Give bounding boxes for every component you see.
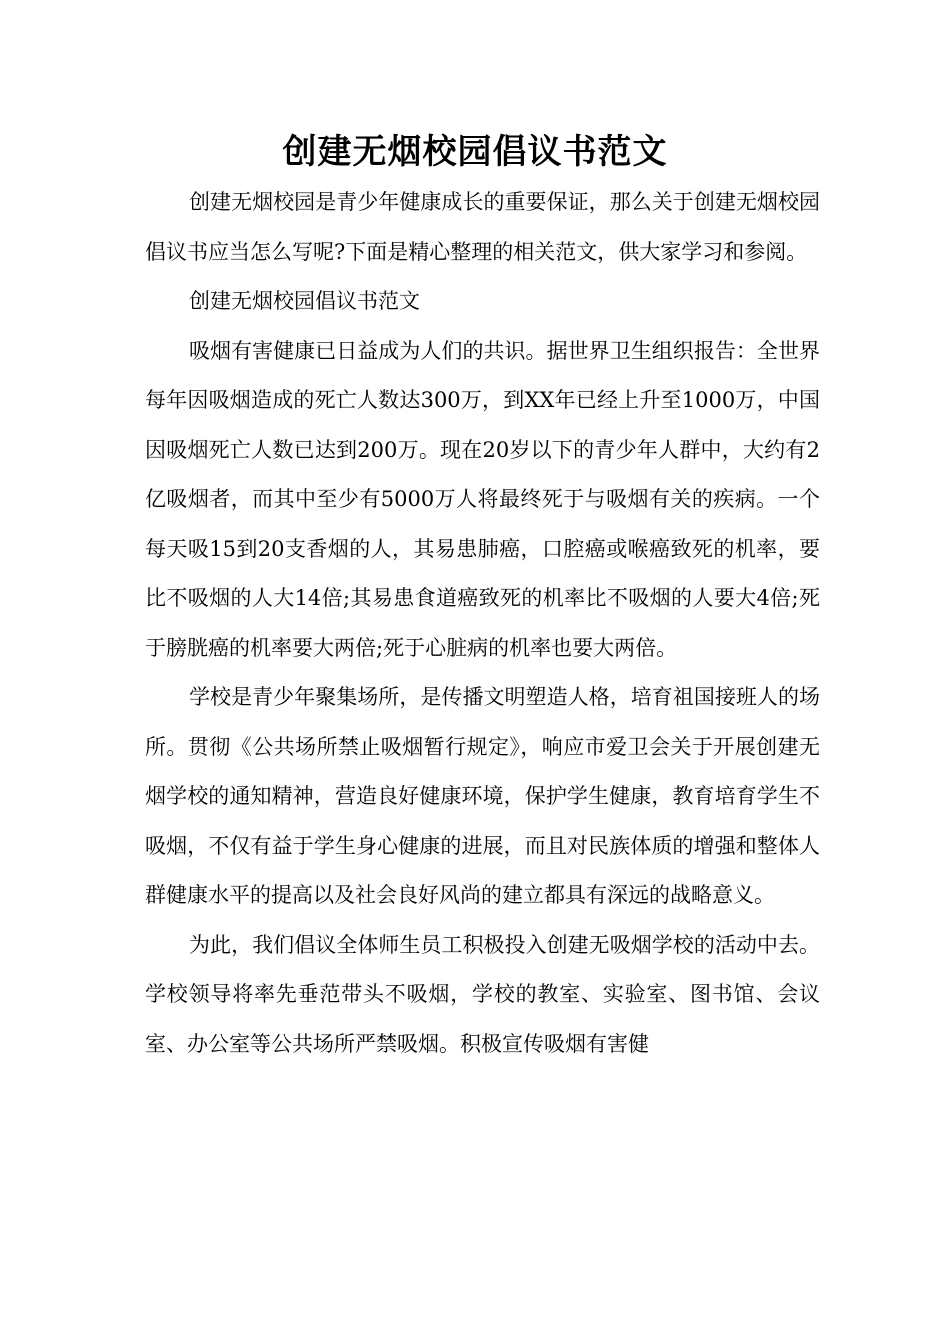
paragraph-smoking-facts: 吸烟有害健康已日益成为人们的共识。据世界卫生组织报告：全世界每年因吸烟造成的死亡人数达300万，到XX年已经上升至1000万，中国因吸烟死亡人数已达到200万。现在20岁以下的青少年人群中，大约有2亿吸烟者，而其中至少有5000万人将最终死于与吸烟有关的疾病。一个每天吸15到20支香烟的人，其易患肺癌，口腔癌或喉癌致死的机率，要比不吸烟的人大14倍;其易患食道癌致死的机率比不吸烟的人要大4倍;死于膀胱癌的机率要大两倍;死于心脏病的机率也要大两倍。 bbox=[145, 338, 820, 660]
paragraph-school-role: 学校是青少年聚集场所，是传播文明塑造人格，培育祖国接班人的场所。贯彻《公共场所禁止吸烟暂行规定》，响应市爱卫会关于开展创建无烟学校的通知精神，营造良好健康环境，保护学生健康，教育培育学生不吸烟，不仅有益于学生身心健康的进展，而且对民族体质的增强和整体人群健康水平的提高以及社会良好风尚的建立都具有深远的战略意义。 bbox=[145, 685, 820, 907]
paragraph-subtitle: 创建无烟校园倡议书范文 bbox=[189, 289, 420, 313]
paragraph-intro: 创建无烟校园是青少年健康成长的重要保证，那么关于创建无烟校园倡议书应当怎么写呢?下面是精心整理的相关范文，供大家学习和参阅。 bbox=[145, 190, 820, 264]
document-body bbox=[145, 178, 820, 1069]
document-title: 创建无烟校园倡议书范文 bbox=[282, 132, 668, 172]
paragraph-initiative: 为此，我们倡议全体师生员工积极投入创建无吸烟学校的活动中去。学校领导将率先垂范带头不吸烟，学校的教室、实验室、图书馆、会议室、办公室等公共场所严禁吸烟。积极宣传吸烟有害健 bbox=[145, 932, 820, 1056]
